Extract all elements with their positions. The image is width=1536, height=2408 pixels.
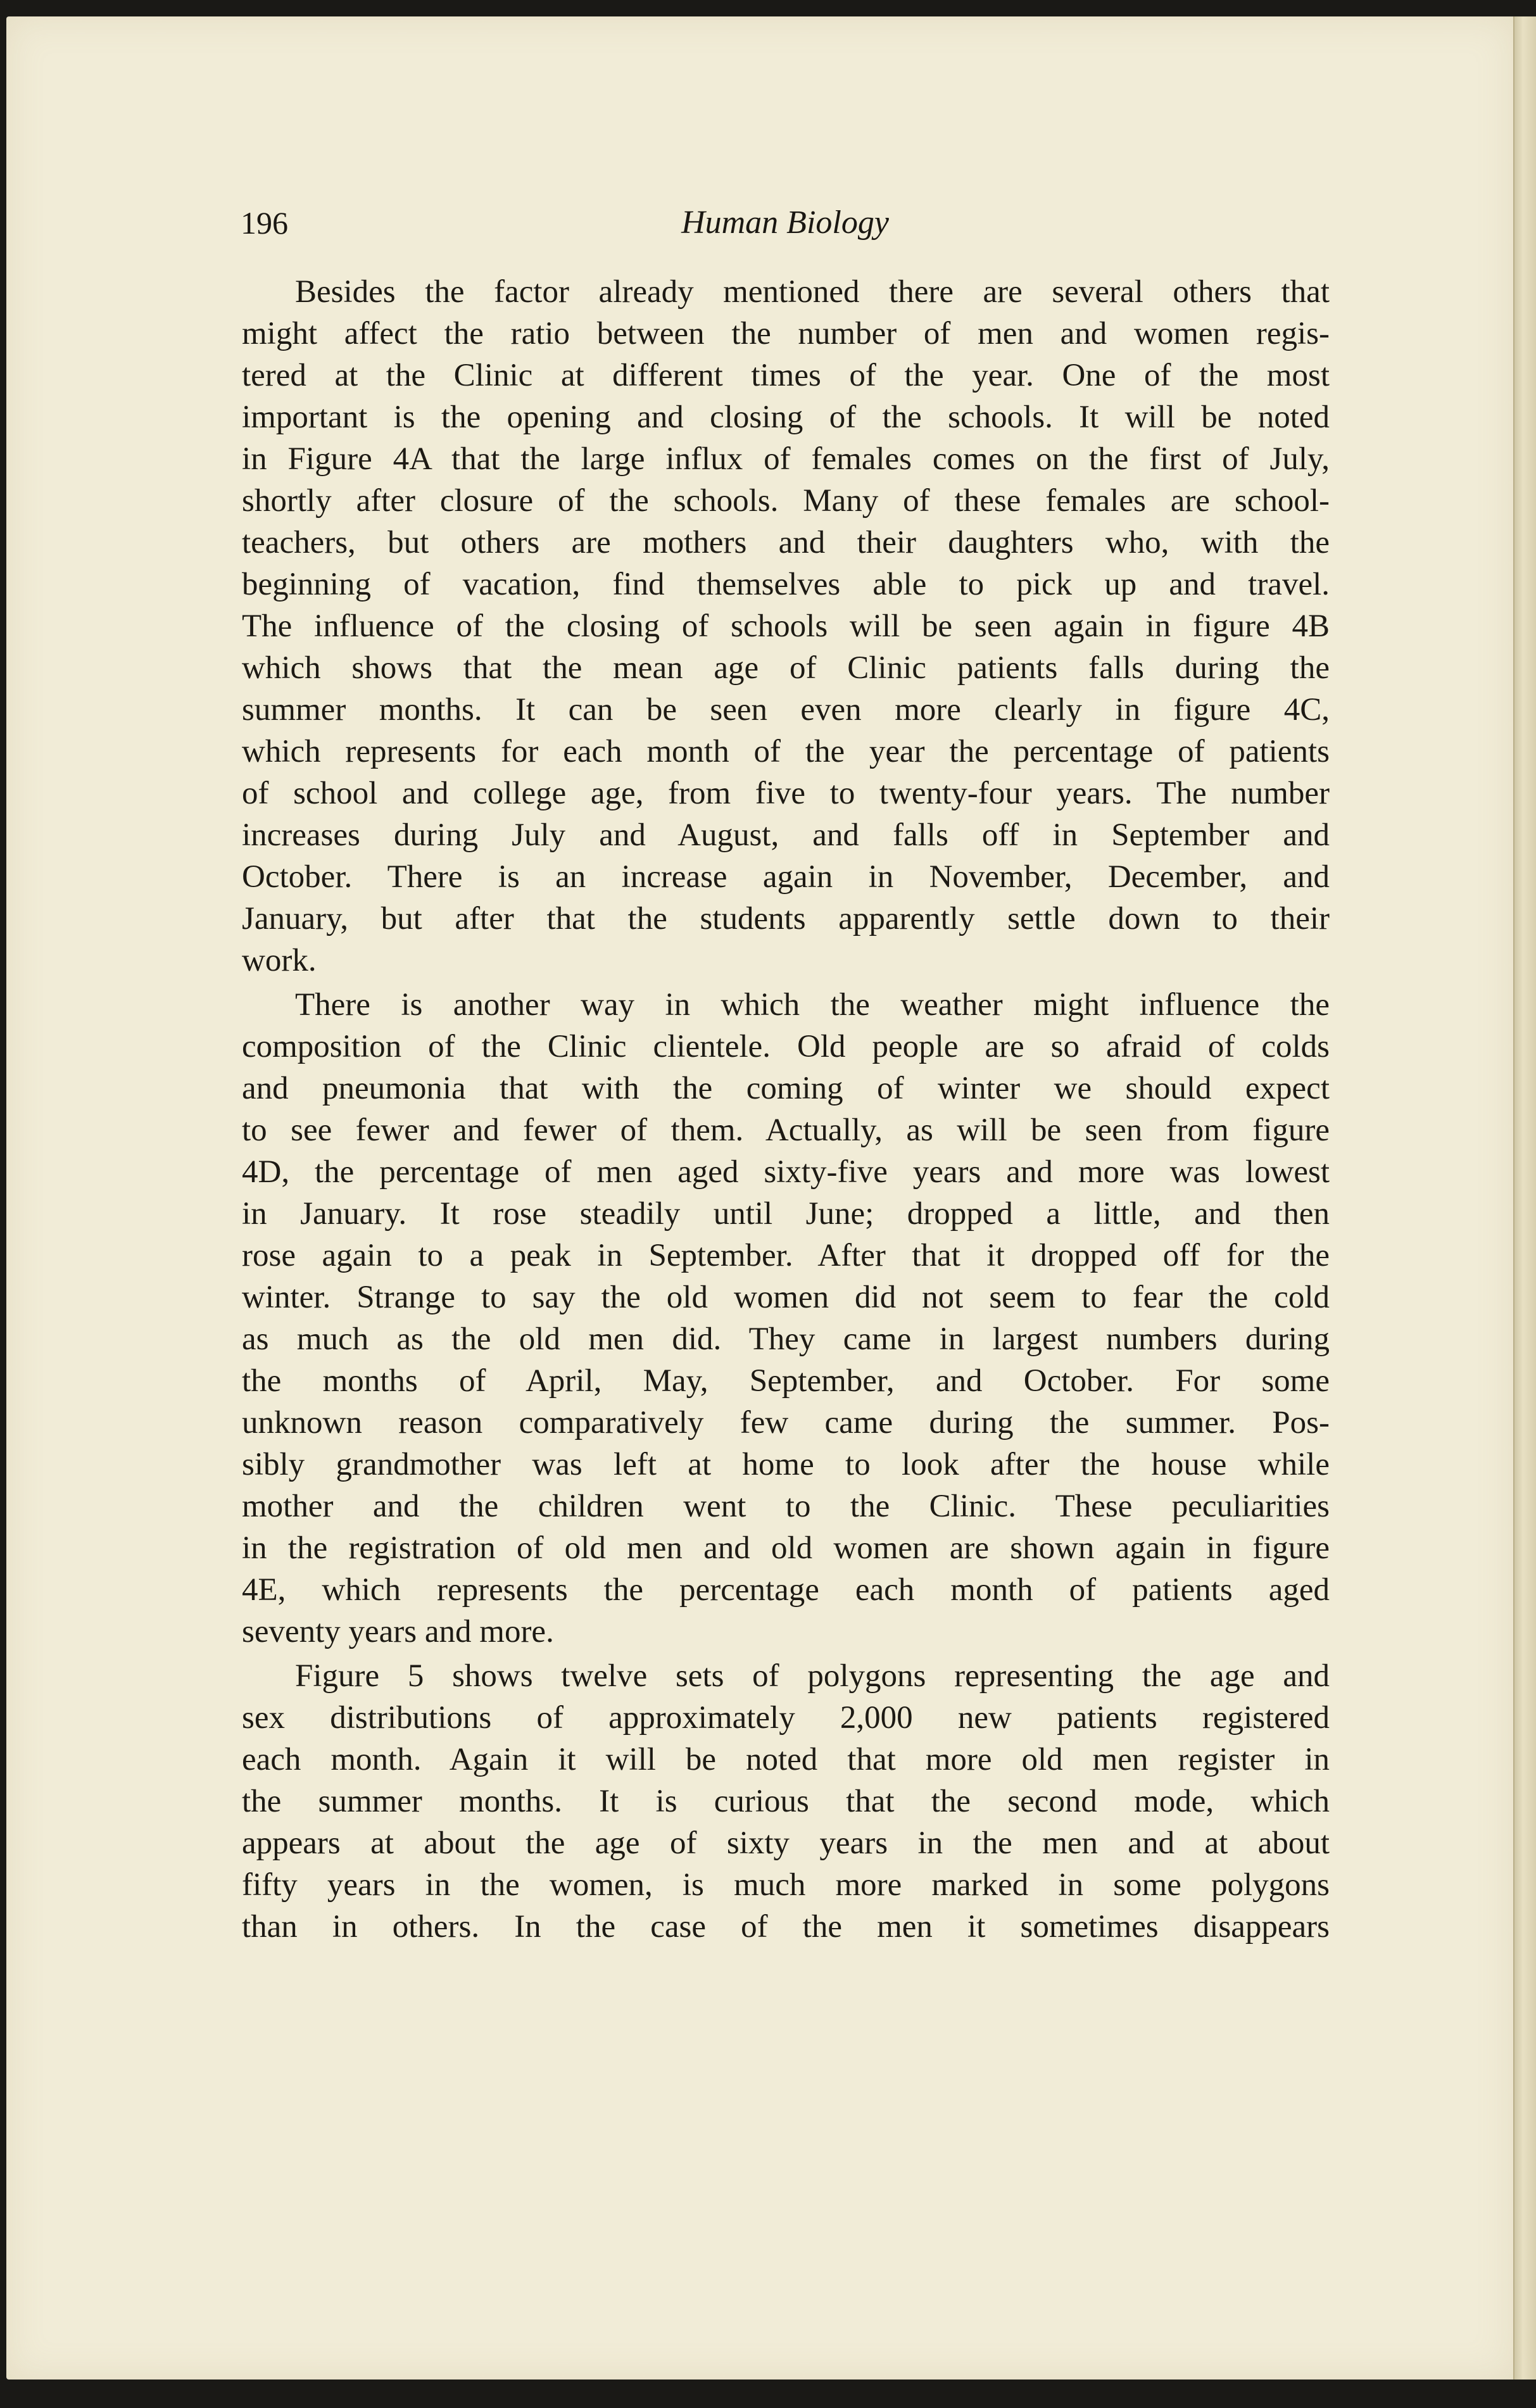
- text-line: which shows that the mean age of Clinic patients falls during the: [242, 650, 1330, 686]
- text-line: which represents for each month of the year the percentage of patients: [242, 734, 1330, 769]
- text-line: tered at the Clinic at different times of the year. One of the most: [242, 358, 1330, 393]
- text-line: and pneumonia that with the coming of winter we should expect: [242, 1071, 1330, 1106]
- text-line: There is another way in which the weather might influence the: [295, 987, 1330, 1023]
- text-line: shortly after closure of the schools. Many of these females are school-: [242, 483, 1330, 519]
- text-line: the months of April, May, September, and October. For some: [242, 1363, 1330, 1399]
- text-line: sibly grandmother was left at home to look after the house while: [242, 1447, 1330, 1482]
- text-line: mother and the children went to the Clinic. These peculiarities: [242, 1489, 1330, 1524]
- text-line: The influence of the closing of schools will be seen again in figure 4B: [242, 608, 1330, 644]
- text-line: composition of the Clinic clientele. Old people are so afraid of colds: [242, 1029, 1330, 1064]
- text-line: summer months. It can be seen even more clearly in figure 4C,: [242, 692, 1330, 728]
- text-line: as much as the old men did. They came in largest numbers during: [242, 1321, 1330, 1357]
- paragraph-1: [242, 271, 1330, 981]
- text-line: appears at about the age of sixty years in the men and at about: [242, 1825, 1330, 1861]
- text-line: in the registration of old men and old women are shown again in figure: [242, 1530, 1330, 1566]
- paragraph-3: [242, 1655, 1330, 1948]
- text-line: teachers, but others are mothers and their daughters who, with the: [242, 525, 1330, 560]
- text-line: unknown reason comparatively few came during the summer. Pos-: [242, 1405, 1330, 1440]
- page-number: 196: [241, 205, 288, 241]
- text-line: than in others. In the case of the men it sometimes disappears: [242, 1909, 1330, 1945]
- text-line: fifty years in the women, is much more marked in some polygons: [242, 1867, 1330, 1903]
- text-line: 4D, the percentage of men aged sixty-five years and more was lowest: [242, 1154, 1330, 1190]
- running-head: [241, 198, 1330, 248]
- text-line: Figure 5 shows twelve sets of polygons representing the age and: [295, 1658, 1330, 1694]
- text-line: beginning of vacation, find themselves able to pick up and travel.: [242, 567, 1330, 602]
- text-line: of school and college age, from five to twenty-four years. The number: [242, 776, 1330, 811]
- text-line: in January. It rose steadily until June; dropped a little, and then: [242, 1196, 1330, 1232]
- text-line: in Figure 4A that the large influx of females comes on the first of July,: [242, 441, 1330, 477]
- journal-title: Human Biology: [681, 205, 889, 241]
- text-line: increases during July and August, and falls off in September and: [242, 817, 1330, 853]
- text-line: the summer months. It is curious that the second mode, which: [242, 1784, 1330, 1819]
- text-line: Besides the factor already mentioned there are several others that: [295, 274, 1330, 310]
- text-line: January, but after that the students apparently settle down to their: [242, 901, 1330, 936]
- text-line: each month. Again it will be noted that more old men register in: [242, 1742, 1330, 1777]
- body-text: [242, 271, 1330, 1950]
- text-line: important is the opening and closing of the schools. It will be noted: [242, 400, 1330, 435]
- text-line: work.: [242, 943, 317, 978]
- text-line: might affect the ratio between the number of men and women regis-: [242, 316, 1330, 351]
- text-line: rose again to a peak in September. After that it dropped off for the: [242, 1238, 1330, 1273]
- text-line: winter. Strange to say the old women did not seem to fear the cold: [242, 1280, 1330, 1315]
- text-line: October. There is an increase again in November, December, and: [242, 859, 1330, 895]
- text-line: seventy years and more.: [242, 1614, 554, 1649]
- text-line: to see fewer and fewer of them. Actually, as will be seen from figure: [242, 1113, 1330, 1148]
- paragraph-2: [242, 984, 1330, 1653]
- text-line: 4E, which represents the percentage each month of patients aged: [242, 1572, 1330, 1608]
- text-line: sex distributions of approximately 2,000 new patients registered: [242, 1700, 1330, 1736]
- page-edge: [1513, 16, 1536, 2380]
